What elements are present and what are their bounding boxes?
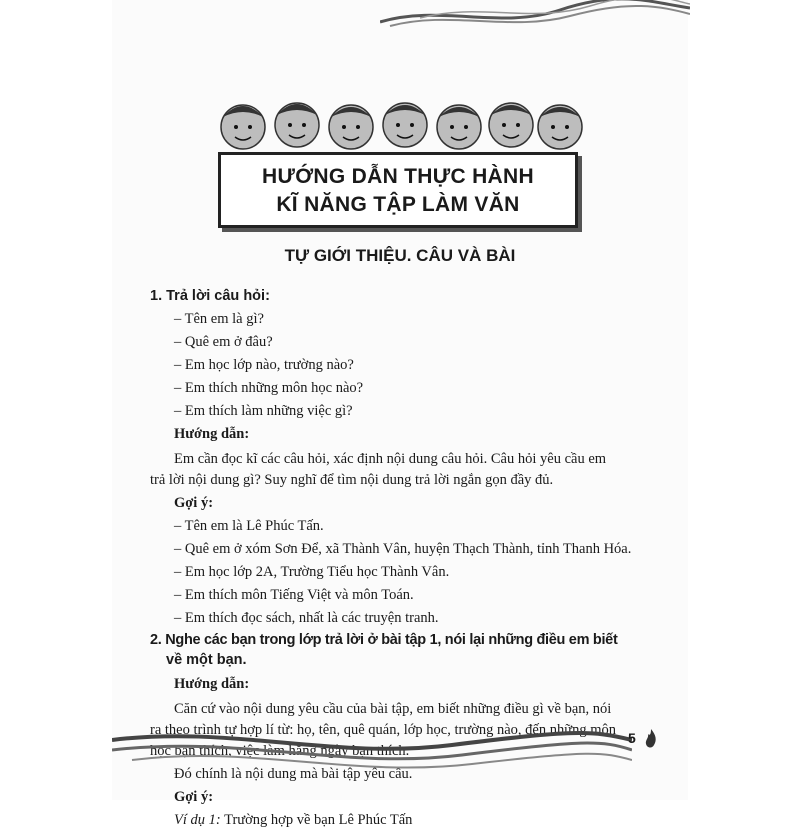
title-banner <box>218 152 578 228</box>
banner-title-line1: HƯỚNG DẪN THỰC HÀNH <box>262 165 534 188</box>
hint-item: – Em thích đọc sách, nhất là các truyện tranh. <box>174 610 439 626</box>
page-number: 5 <box>628 730 636 746</box>
flame-icon <box>644 728 658 750</box>
decorative-swoosh-bottom <box>112 720 632 780</box>
hint-label: Gợi ý: <box>174 495 214 511</box>
question-item: – Em thích làm những việc gì? <box>174 403 353 419</box>
hint-item: – Em học lớp 2A, Trường Tiểu học Thành Vân. <box>174 564 450 580</box>
hint-item: – Em thích môn Tiếng Việt và môn Toán. <box>174 587 414 603</box>
hint-label: Gợi ý: <box>174 789 214 805</box>
hint-item: – Quê em ở xóm Sơn Để, xã Thành Vân, huyện Thạch Thành, tỉnh Thanh Hóa. <box>174 541 632 557</box>
exercise2-heading-cont: về một bạn. <box>166 652 247 668</box>
decorative-swoosh-top <box>380 0 690 28</box>
question-item: – Em học lớp nào, trường nào? <box>174 357 354 373</box>
example-text: Trường hợp về bạn Lê Phúc Tấn <box>224 812 413 828</box>
guide-text-2: Đó chính là nội dung mà bài tập yêu cầu. <box>174 766 413 782</box>
guide-label: Hướng dẫn: <box>174 676 250 692</box>
exercise1-heading: 1. Trả lời câu hỏi: <box>150 288 270 304</box>
example-line <box>174 812 412 829</box>
hint-item: – Tên em là Lê Phúc Tấn. <box>174 518 324 534</box>
banner-title-line2: KĨ NĂNG TẬP LÀM VĂN <box>276 193 520 216</box>
guide-text: Căn cứ vào nội dung yêu cầu của bài tập, em biết những điều gì về bạn, nói ra theo trình tự hợp lí từ: họ, tên, quê quán, lớp học, trường nào, đến những môn học bạn thích, việc làm hằng ngày bạn thích. <box>150 701 617 759</box>
section-title: TỰ GIỚI THIỆU. CÂU VÀ BÀI <box>284 246 516 265</box>
question-item: – Tên em là gì? <box>174 311 264 327</box>
guide-label: Hướng dẫn: <box>174 426 250 442</box>
question-item: – Em thích những môn học nào? <box>174 380 364 396</box>
example-label: Ví dụ 1: <box>174 812 221 828</box>
guide-text: Em cần đọc kĩ các câu hỏi, xác định nội dung câu hỏi. Câu hỏi yêu cầu em trả lời nội dung gì? Suy nghĩ để tìm nội dung trả lời ngắn gọn đầy đủ. <box>150 451 607 488</box>
exercise2-heading: 2. Nghe các bạn trong lớp trả lời ở bài tập 1, nói lại những điều em biết <box>150 632 618 648</box>
question-item: – Quê em ở đâu? <box>174 334 273 350</box>
